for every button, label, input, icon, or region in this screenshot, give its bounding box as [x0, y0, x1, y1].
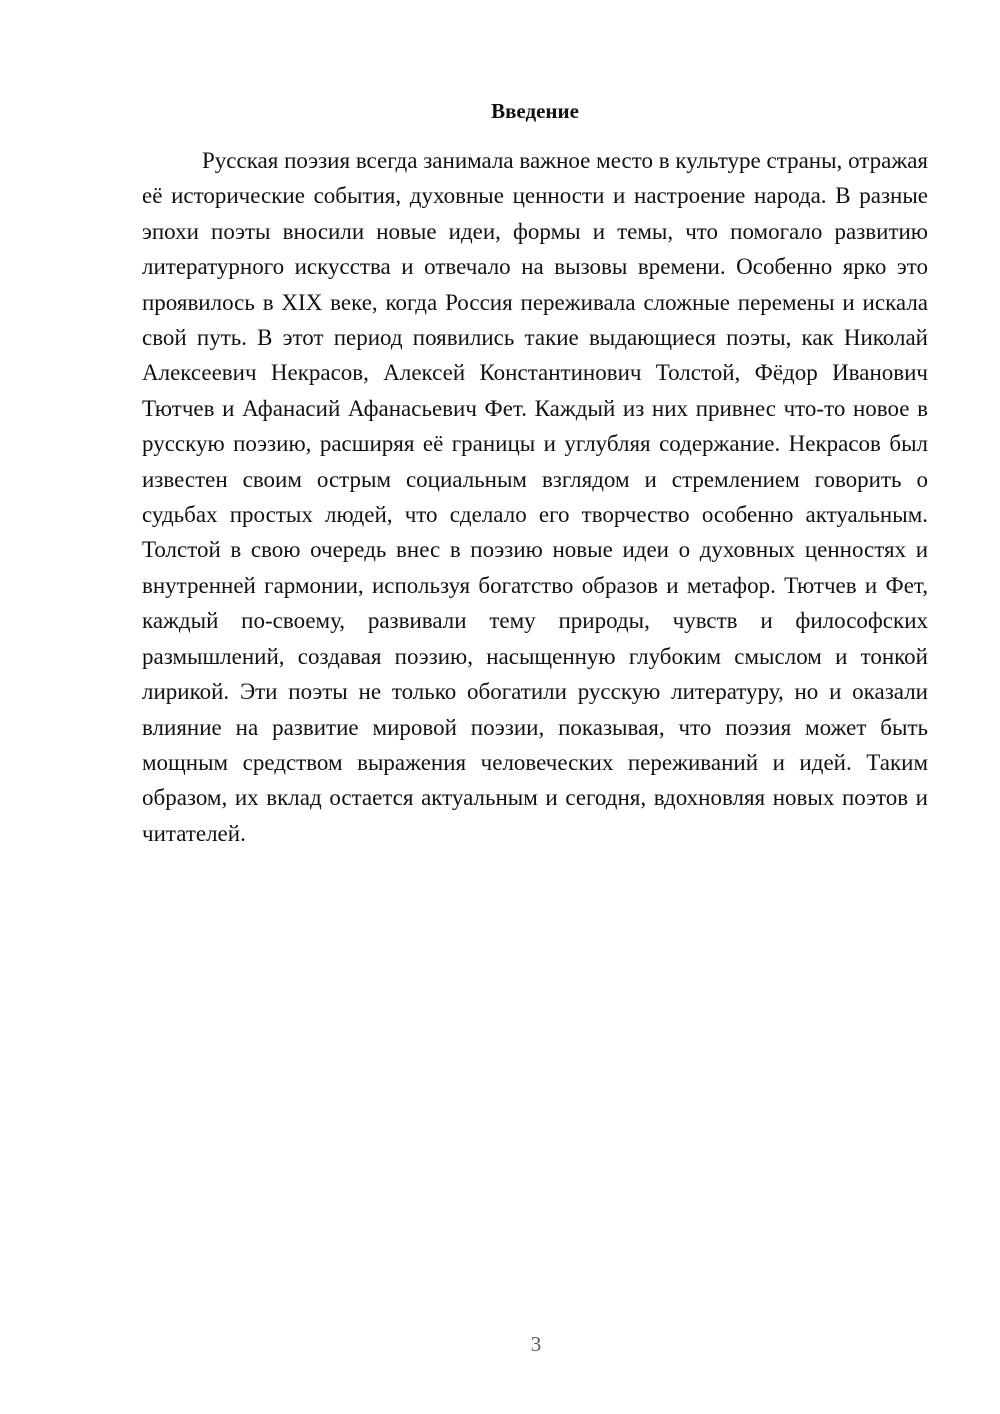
page-title: Введение: [491, 99, 579, 123]
body-paragraph: Русская поэзия всегда занимала важное место в культуре страны, отражая её исторические события, духовные ценности и настроение народа. В разные эпохи поэты вносили новые идеи, формы и темы, что помогало развитию литературного искусства и отвечало на вызовы времени. Особенно ярко это проявилось в XIX веке, когда Россия переживала сложные перемены и искала свой путь. В этот период появились такие выдающиеся поэты, как Николай Алексеевич Некрасов, Алексей Константинович Толстой, Фёдор Иванович Тютчев и Афанасий Афанасьевич Фет. Каждый из них привнес что-то новое в русскую поэзию, расширяя её границы и углубляя содержание. Некрасов был известен своим острым социальным взглядом и стремлением говорить о судьбах простых людей, что сделало его творчество особенно актуальным. Толстой в свою очередь внес в поэзию новые идеи о духовных ценностях и внутренней гармонии, используя богатство образов и метафор. Тютчев и Фет, каждый по-своему, развивали тему природы, чувств и философских размышлений, создавая поэзию, насыщенную глубоким смыслом и тонкой лирикой. Эти поэты не только обогатили русскую литературу, но и оказали влияние на развитие мировой поэзии, показывая, что поэзия может быть мощным средством выражения человеческих переживаний и идей. Таким образом, их вклад остается актуальным и сегодня, вдохновляя новых поэтов и читателей.: [142, 148, 928, 846]
page-number: 3: [530, 1332, 542, 1356]
